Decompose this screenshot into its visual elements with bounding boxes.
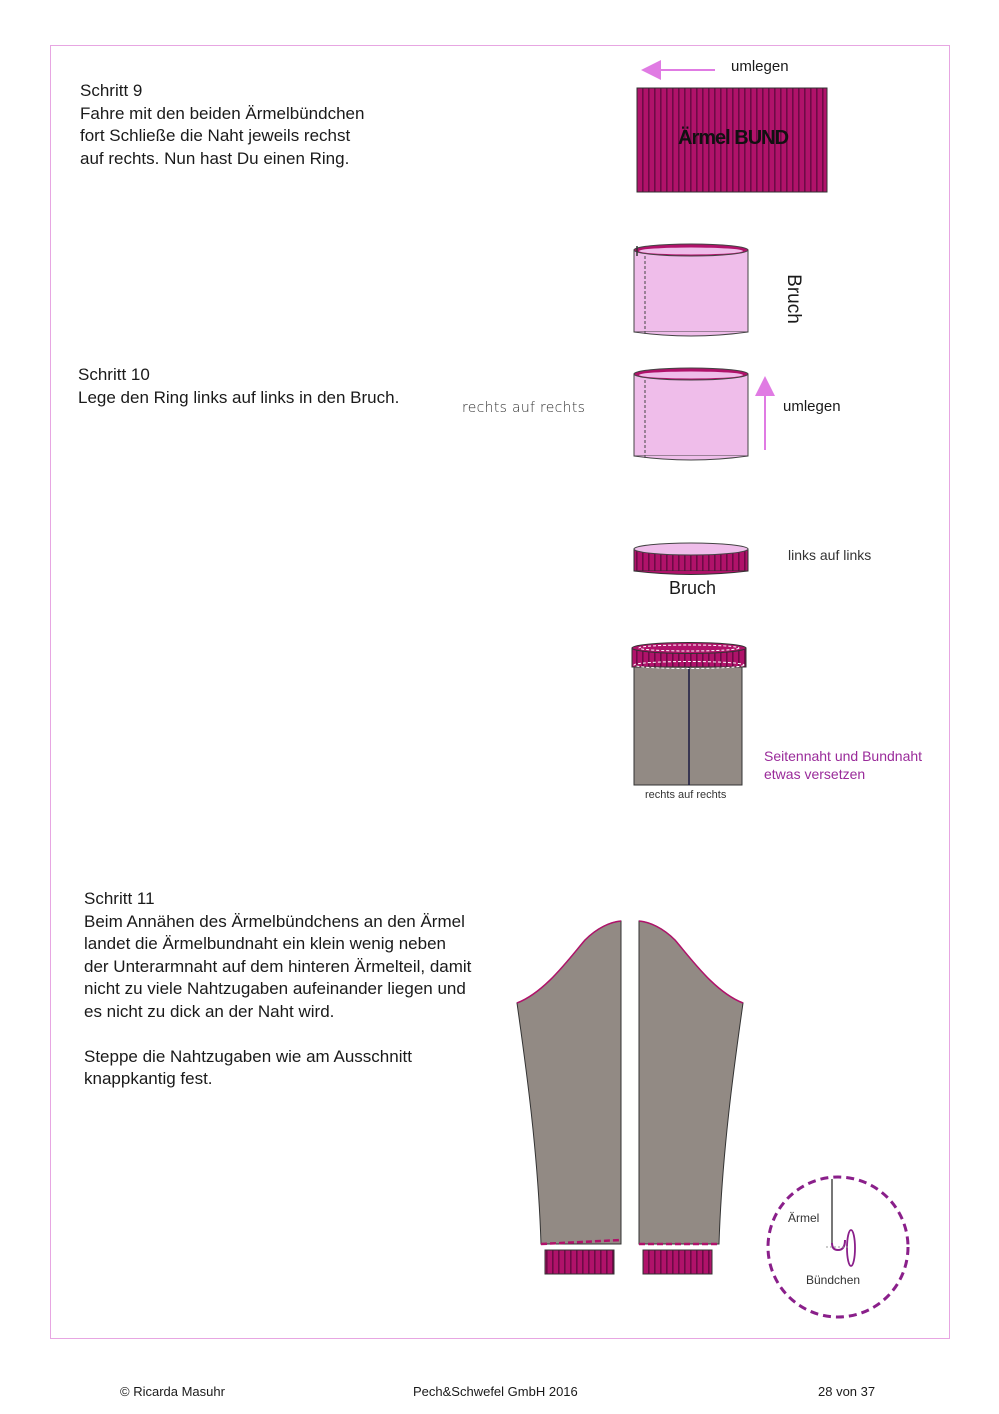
step-9-text: Schritt 9 Fahre mit den beiden Ärmelbündchen fort Schließe die Naht jeweils rechst auf rechts. Nun hast Du einen Ring. (80, 81, 365, 168)
folded-band (634, 543, 748, 575)
aermel-detail-label: Ärmel (788, 1211, 820, 1225)
rechts-auf-rechts-label-1: rechts auf rechts (462, 400, 586, 416)
right-sleeve (639, 921, 743, 1274)
footer-company: Pech&Schwefel GmbH 2016 (413, 1384, 578, 1399)
umlegen-label-mid: umlegen (783, 398, 841, 415)
step-11-text: Schritt 11 Beim Annähen des Ärmelbündchens an den Ärmel landet die Ärmelbundnaht ein klein wenig neben der Unterarmnaht auf dem hinteren Ärmelteil, damit nicht zu viele Nahtzugaben aufeinander liegen und es nicht zu dick an der Naht wird. Steppe die Nahtzugaben wie am Ausschnitt knappkantig fest. (84, 889, 472, 1088)
buendchen-detail-label: Bündchen (806, 1273, 861, 1287)
umlegen-label-top: umlegen (731, 58, 789, 75)
footer-author: © Ricarda Masuhr (120, 1384, 225, 1399)
bruch-bottom-label: Bruch (669, 578, 717, 598)
detail-circle (768, 1177, 908, 1317)
sleeve-tube (632, 643, 746, 786)
footer-page-number: 28 von 37 (818, 1384, 876, 1399)
rechts-auf-rechts-label-2: rechts auf rechts (645, 789, 727, 801)
left-sleeve (517, 921, 621, 1274)
links-auf-links-label: links auf links (788, 547, 872, 563)
bruch-vertical-label: Bruch (782, 274, 804, 324)
ring-umlegen-2 (634, 368, 748, 460)
ring-bruch-1 (634, 244, 748, 336)
versetzen-note: Seitennaht und Bundnaht etwas versetzen (764, 748, 923, 782)
aermel-bund-label: Ärmel BUND (678, 127, 789, 149)
step-10-text: Schritt 10 Lege den Ring links auf links in den Bruch. (78, 365, 400, 407)
